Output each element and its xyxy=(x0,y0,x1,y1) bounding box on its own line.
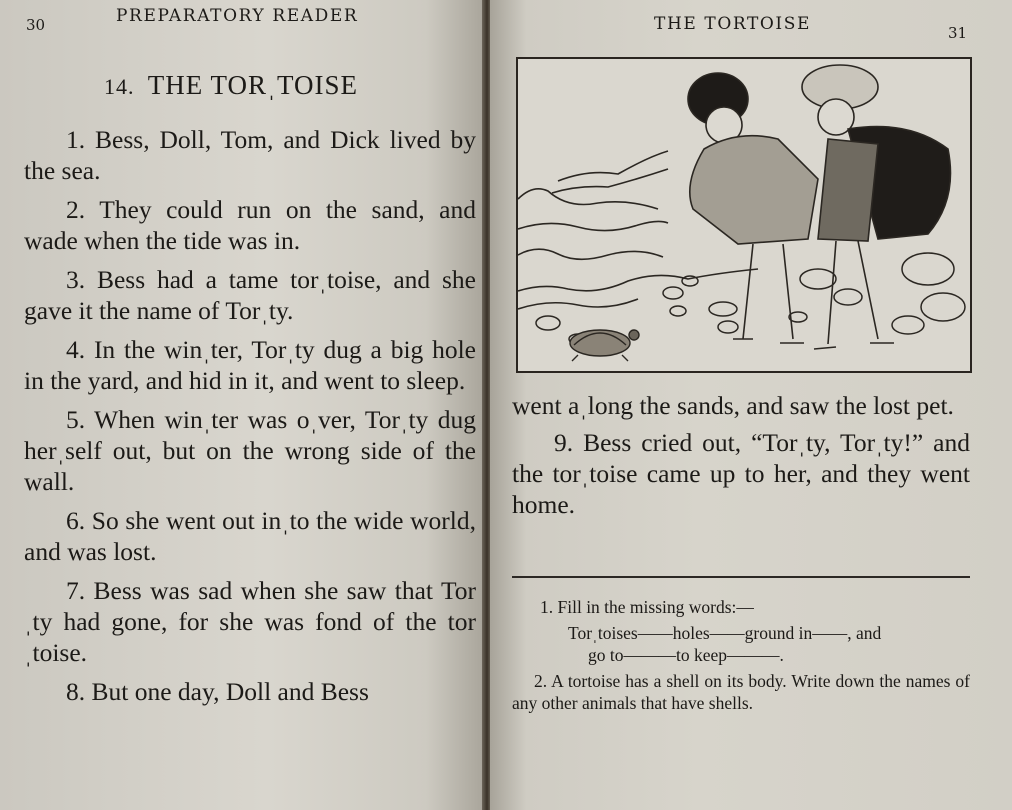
right-page xyxy=(490,0,1012,810)
chapter-title xyxy=(104,70,358,101)
right-page-number: 31 xyxy=(948,24,968,42)
paragraph-9: 9. Bess cried out, “Torˌty, Torˌty!” and the torˌtoise came up to her, and they went home. xyxy=(512,428,970,519)
exercise-1-line-1: Torˌtoises——holes——ground in——, and xyxy=(568,623,882,643)
paragraph-5: 5. When winˌter was oˌver, Torˌty dug herˌself out, but on the wrong side of the wall. xyxy=(24,405,476,496)
right-text-column xyxy=(512,390,970,520)
paragraph-2: 2. They could run on the sand, and wade when the tide was in. xyxy=(24,195,476,255)
tortoise-drawing xyxy=(570,330,639,361)
paragraph-3: 3. Bess had a tame torˌtoise, and she gave it the name of Torˌty. xyxy=(24,265,476,325)
left-running-head: PREPARATORY READER xyxy=(116,6,359,26)
story-illustration xyxy=(516,57,972,373)
girl-dark-hair xyxy=(688,73,818,343)
chapter-number: 14. xyxy=(104,74,135,99)
paragraph-1: 1. Bess, Doll, Tom, and Dick lived by the sea. xyxy=(24,125,476,185)
right-running-head: THE TORTOISE xyxy=(654,14,812,34)
paragraph-7: 7. Bess was sad when she saw that Torˌty had gone, for she was fond of the torˌtoise. xyxy=(24,576,476,667)
exercise-1-intro: 1. Fill in the missing words:— xyxy=(540,597,754,617)
paragraph-4: 4. In the winˌter, Torˌty dug a big hole in the yard, and hid in it, and went to sleep. xyxy=(24,335,476,395)
left-page-number: 30 xyxy=(26,16,46,34)
girl-with-cap xyxy=(802,65,951,349)
chapter-title-text: THE TORˌTOISE xyxy=(147,70,359,100)
continuation-text: went aˌlong the sands, and saw the lost pet. xyxy=(512,391,954,420)
paragraph-6: 6. So she went out inˌto the wide world, and was lost. xyxy=(24,506,476,566)
section-divider xyxy=(512,576,970,578)
exercise-1-line-2: go to———to keep———. xyxy=(588,645,784,665)
paragraph-8: 8. But one day, Doll and Bess xyxy=(66,677,369,706)
left-text-column xyxy=(24,124,476,715)
exercise-2: 2. A tortoise has a shell on its body. Write down the names of any other animals that have shells. xyxy=(512,671,970,713)
girls-and-tortoise-illustration xyxy=(518,59,970,371)
exercises xyxy=(512,596,970,718)
left-page xyxy=(0,0,484,810)
